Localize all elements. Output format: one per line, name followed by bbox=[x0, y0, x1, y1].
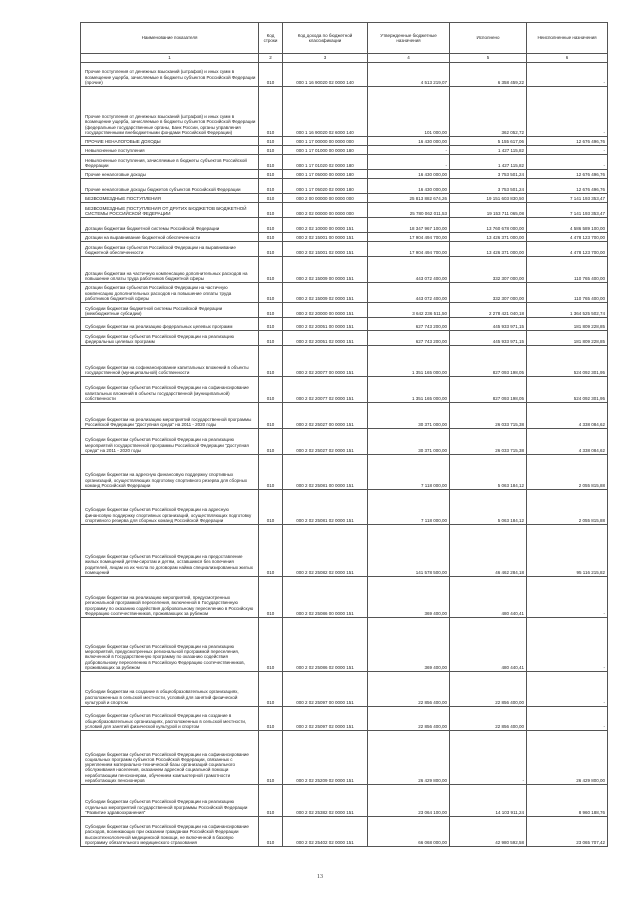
cell-name: Субсидии бюджетам субъектов Российской Федерации на создание в общеобразовательных организациях, расположенных в сельской местности, условий для занятий физической культурой и спортом bbox=[81, 707, 259, 731]
cell-code: 000 1 17 01020 02 0000 180 bbox=[283, 155, 368, 170]
cell-name: Прочие поступления от денежных взысканий (штрафов) и иных сумм в возмещение ущерба, зачисляемые в бюджеты субъектов Российской Федерации (федеральные государственные органы, Банк России, органы управления государственными внебюджетными фондами Российской Федерации) bbox=[81, 87, 259, 137]
cell-code: 000 2 02 20077 00 0000 151 bbox=[283, 346, 368, 377]
cell-approved: 17 904 494 700,00 bbox=[368, 233, 450, 242]
header-cell: Исполнено bbox=[450, 23, 527, 54]
cell-executed: 46 462 284,18 bbox=[450, 525, 527, 577]
cell-name: Субсидии бюджетам субъектов Российской Федерации на реализацию отдельных мероприятий государственной программы Российской Федерации "Развитие здравоохранения" bbox=[81, 785, 259, 817]
table-row bbox=[81, 817, 608, 847]
cell-name: Дотации бюджетам бюджетной системы Российской Федерации bbox=[81, 218, 259, 233]
table-row bbox=[81, 731, 608, 785]
cell-executed: 480 440,41 bbox=[450, 618, 527, 672]
cell-line: 010 bbox=[259, 403, 283, 429]
table-body bbox=[81, 63, 608, 847]
cell-approved: 1 351 165 000,00 bbox=[368, 377, 450, 403]
cell-code: 000 1 16 90020 02 0000 140 bbox=[283, 63, 368, 87]
cell-code: 000 2 02 20000 00 0000 151 bbox=[283, 303, 368, 318]
cell-name: Субсидии бюджетам на реализацию мероприятий государственной программы Российской Федерации "Доступная среда" на 2011 - 2020 годы bbox=[81, 403, 259, 429]
cell-code: 000 2 02 00000 00 0000 000 bbox=[283, 203, 368, 218]
column-number: 5 bbox=[450, 54, 527, 63]
cell-line: 010 bbox=[259, 377, 283, 403]
cell-name: Субсидии бюджетам субъектов Российской Федерации на реализацию мероприятий государственной программы Российской Федерации "Доступная среда" на 2011 - 2020 годы bbox=[81, 429, 259, 455]
cell-executed: 13 760 678 000,00 bbox=[450, 218, 527, 233]
cell-unexecuted: - bbox=[527, 146, 608, 155]
table-row bbox=[81, 87, 608, 137]
table-row bbox=[81, 707, 608, 731]
table-row bbox=[81, 618, 608, 672]
cell-line: 010 bbox=[259, 318, 283, 331]
cell-approved: - bbox=[368, 146, 450, 155]
cell-name: Дотации бюджетам субъектов Российской Федерации на выравнивание бюджетной обеспеченности bbox=[81, 242, 259, 257]
cell-approved: 66 068 000,00 bbox=[368, 817, 450, 847]
cell-line: 010 bbox=[259, 490, 283, 525]
cell-unexecuted: 12 676 496,76 bbox=[527, 137, 608, 146]
cell-line: 010 bbox=[259, 707, 283, 731]
cell-code: 000 2 02 25086 00 0000 151 bbox=[283, 577, 368, 618]
cell-approved: 23 064 100,00 bbox=[368, 785, 450, 817]
cell-line: 010 bbox=[259, 346, 283, 377]
cell-code: 000 1 16 90020 02 6000 140 bbox=[283, 87, 368, 137]
table-row bbox=[81, 242, 608, 257]
cell-code: 000 2 02 25082 02 0000 151 bbox=[283, 525, 368, 577]
cell-code: 000 1 17 05000 00 0000 180 bbox=[283, 170, 368, 179]
cell-executed: 6 358 459,22 bbox=[450, 63, 527, 87]
column-number: 4 bbox=[368, 54, 450, 63]
cell-approved: 26 429 800,00 bbox=[368, 731, 450, 785]
cell-code: 000 2 02 15009 00 0000 151 bbox=[283, 257, 368, 283]
cell-executed: 5 063 184,12 bbox=[450, 455, 527, 490]
cell-code: 000 2 02 25027 02 0000 151 bbox=[283, 429, 368, 455]
report-sheet bbox=[80, 22, 607, 847]
table-row bbox=[81, 377, 608, 403]
cell-unexecuted: 95 116 215,82 bbox=[527, 525, 608, 577]
cell-unexecuted: - bbox=[527, 618, 608, 672]
cell-unexecuted: - bbox=[527, 672, 608, 707]
cell-approved: 369 400,00 bbox=[368, 577, 450, 618]
cell-name: Субсидии бюджетам на создание в общеобразовательных организациях, расположенных в сельской местности, условий для занятий физической культурой и спортом bbox=[81, 672, 259, 707]
cell-line: 010 bbox=[259, 731, 283, 785]
table-row bbox=[81, 155, 608, 170]
table-row bbox=[81, 455, 608, 490]
cell-approved: 16 430 000,00 bbox=[368, 179, 450, 194]
cell-line: 010 bbox=[259, 455, 283, 490]
cell-name: Субсидии бюджетам субъектов Российской Федерации на адресную финансовую поддержку спортивных организаций, осуществляющих подготовку спортивного резерва для сборных команд Российской Федерации bbox=[81, 490, 259, 525]
table-row bbox=[81, 179, 608, 194]
cell-unexecuted: 7 141 193 353,47 bbox=[527, 194, 608, 203]
cell-unexecuted: 12 676 496,76 bbox=[527, 179, 608, 194]
cell-code: 000 2 02 15001 02 0000 151 bbox=[283, 242, 368, 257]
cell-executed: 22 856 400,00 bbox=[450, 707, 527, 731]
cell-executed: 42 980 592,58 bbox=[450, 817, 527, 847]
cell-line: 010 bbox=[259, 194, 283, 203]
cell-executed: 332 307 000,00 bbox=[450, 257, 527, 283]
cell-executed: 827 093 198,05 bbox=[450, 346, 527, 377]
cell-name: Субсидии бюджетам на реализацию мероприятий, предусмотренных региональной программой переселения, включенной в Государственную программу по оказанию содействия добровольному переселению в Российскую Федерацию соотечественников, проживающих за рубежом bbox=[81, 577, 259, 618]
table-row bbox=[81, 346, 608, 377]
header-cell: Код дохода по бюджетной классификации bbox=[283, 23, 368, 54]
cell-approved: 7 118 000,00 bbox=[368, 490, 450, 525]
cell-approved: 16 430 000,00 bbox=[368, 137, 450, 146]
table-row bbox=[81, 303, 608, 318]
cell-line: 010 bbox=[259, 429, 283, 455]
cell-executed: 3 753 501,24 bbox=[450, 179, 527, 194]
cell-approved: - bbox=[368, 155, 450, 170]
cell-name: Невыясненные поступления, зачисляемые в бюджеты субъектов Российской Федерации bbox=[81, 155, 259, 170]
cell-unexecuted: 4 586 589 100,00 bbox=[527, 218, 608, 233]
header-cell: Код строки bbox=[259, 23, 283, 54]
cell-line: 010 bbox=[259, 331, 283, 346]
cell-code: 000 2 02 20051 00 0000 151 bbox=[283, 318, 368, 331]
cell-approved: 30 371 000,00 bbox=[368, 429, 450, 455]
table-row bbox=[81, 170, 608, 179]
table-row bbox=[81, 429, 608, 455]
cell-name: Субсидии бюджетам на реализацию федеральных целевых программ bbox=[81, 318, 259, 331]
table-row bbox=[81, 257, 608, 283]
cell-unexecuted: 4 478 123 700,00 bbox=[527, 242, 608, 257]
cell-line: 010 bbox=[259, 283, 283, 303]
cell-name: БЕЗВОЗМЕЗДНЫЕ ПОСТУПЛЕНИЯ ОТ ДРУГИХ БЮДЖЕТОВ БЮДЖЕТНОЙ СИСТЕМЫ РОССИЙСКОЙ ФЕДЕРАЦИИ bbox=[81, 203, 259, 218]
table-row bbox=[81, 194, 608, 203]
table-row bbox=[81, 490, 608, 525]
cell-executed: - bbox=[450, 731, 527, 785]
cell-line: 010 bbox=[259, 233, 283, 242]
table-row bbox=[81, 137, 608, 146]
cell-unexecuted: 2 055 815,88 bbox=[527, 490, 608, 525]
cell-approved: 18 347 967 100,00 bbox=[368, 218, 450, 233]
table-row bbox=[81, 672, 608, 707]
table-row bbox=[81, 403, 608, 429]
cell-code: 000 2 02 20077 02 0000 151 bbox=[283, 377, 368, 403]
cell-executed: 26 033 715,38 bbox=[450, 429, 527, 455]
cell-unexecuted: - bbox=[527, 63, 608, 87]
cell-unexecuted: 26 429 800,00 bbox=[527, 731, 608, 785]
table-row bbox=[81, 577, 608, 618]
page-number: 13 bbox=[317, 874, 323, 880]
cell-name: Субсидии бюджетам на софинансирование капитальных вложений в объекты государственной (муниципальной) собственности bbox=[81, 346, 259, 377]
cell-line: 010 bbox=[259, 577, 283, 618]
header-cell: Утвержденные бюджетные назначения bbox=[368, 23, 450, 54]
cell-name: Дотации бюджетам на частичную компенсацию дополнительных расходов на повышение оплаты труда работников бюджетной сферы bbox=[81, 257, 259, 283]
table-row bbox=[81, 283, 608, 303]
cell-name: Дотации на выравнивание бюджетной обеспеченности bbox=[81, 233, 259, 242]
cell-unexecuted: 4 338 084,62 bbox=[527, 429, 608, 455]
cell-line: 010 bbox=[259, 303, 283, 318]
cell-executed: 5 155 617,06 bbox=[450, 137, 527, 146]
cell-approved: 7 118 000,00 bbox=[368, 455, 450, 490]
cell-unexecuted: 181 809 228,85 bbox=[527, 318, 608, 331]
cell-line: 010 bbox=[259, 137, 283, 146]
income-report-table bbox=[80, 22, 608, 847]
cell-line: 010 bbox=[259, 785, 283, 817]
cell-unexecuted: 4 338 084,62 bbox=[527, 403, 608, 429]
cell-approved: 25 813 882 674,26 bbox=[368, 194, 450, 203]
header-cell: Неисполненные назначения bbox=[527, 23, 608, 54]
cell-approved: 101 000,00 bbox=[368, 87, 450, 137]
column-number: 6 bbox=[527, 54, 608, 63]
cell-unexecuted: 110 765 400,00 bbox=[527, 283, 608, 303]
cell-code: 000 1 17 01000 00 0000 180 bbox=[283, 146, 368, 155]
cell-name: Субсидии бюджетам субъектов Российской Федерации на софинансирование расходов, возникающих при оказании гражданам Российской Федерации высокотехнологичной медицинской помощи, не включенной в базовую программу обязательного медицинского страхования bbox=[81, 817, 259, 847]
cell-executed: 445 933 971,15 bbox=[450, 318, 527, 331]
cell-approved: 22 856 400,00 bbox=[368, 672, 450, 707]
cell-name: Субсидии бюджетам бюджетной системы Российской Федерации (межбюджетные субсидии) bbox=[81, 303, 259, 318]
cell-line: 010 bbox=[259, 672, 283, 707]
cell-code: 000 2 02 25382 02 0000 151 bbox=[283, 785, 368, 817]
cell-line: 010 bbox=[259, 87, 283, 137]
cell-unexecuted: 23 065 707,42 bbox=[527, 817, 608, 847]
cell-line: 010 bbox=[259, 218, 283, 233]
cell-code: 000 2 02 15009 02 0000 151 bbox=[283, 283, 368, 303]
cell-executed: 1 427 115,82 bbox=[450, 155, 527, 170]
cell-approved: 30 371 000,00 bbox=[368, 403, 450, 429]
cell-executed: 13 426 371 000,00 bbox=[450, 242, 527, 257]
cell-name: Субсидии бюджетам субъектов Российской Федерации на софинансирование социальных программ субъектов Российской Федерации, связанных с укреплением материально-технической базы организаций социального обслуживания населения, оказанием адресной социальной помощи неработающим пенсионерам, обучением компьютерной грамотности неработающих пенсионеров bbox=[81, 731, 259, 785]
cell-name: Субсидии бюджетам субъектов Российской Федерации на реализацию мероприятий, предусмотренных региональной программой переселения, включенной в Государственную программу по оказанию содействия добровольному переселению в Российскую Федерацию соотечественников, проживающих за рубежом bbox=[81, 618, 259, 672]
cell-line: 010 bbox=[259, 242, 283, 257]
cell-executed: 26 033 715,38 bbox=[450, 403, 527, 429]
cell-unexecuted: 524 092 301,95 bbox=[527, 377, 608, 403]
cell-name: Субсидии бюджетам на адресную финансовую поддержку спортивных организаций, осуществляющих подготовку спортивного резерва для сборных команд Российской Федерации bbox=[81, 455, 259, 490]
cell-executed: 13 426 371 000,00 bbox=[450, 233, 527, 242]
cell-code: 000 2 02 25081 02 0000 151 bbox=[283, 490, 368, 525]
cell-unexecuted: 181 809 228,85 bbox=[527, 331, 608, 346]
cell-code: 000 2 02 25086 02 0000 151 bbox=[283, 618, 368, 672]
cell-code: 000 2 02 20051 02 0000 151 bbox=[283, 331, 368, 346]
table-row bbox=[81, 318, 608, 331]
cell-code: 000 2 02 15001 00 0000 151 bbox=[283, 233, 368, 242]
table-row bbox=[81, 331, 608, 346]
cell-approved: 443 072 400,00 bbox=[368, 257, 450, 283]
cell-code: 000 2 02 25402 02 0000 151 bbox=[283, 817, 368, 847]
cell-unexecuted: 524 092 301,95 bbox=[527, 346, 608, 377]
cell-executed: 827 093 198,05 bbox=[450, 377, 527, 403]
cell-line: 010 bbox=[259, 63, 283, 87]
column-number: 3 bbox=[283, 54, 368, 63]
column-number: 2 bbox=[259, 54, 283, 63]
header-cell: Наименование показателя bbox=[81, 23, 259, 54]
cell-unexecuted: 12 676 496,76 bbox=[527, 170, 608, 179]
cell-code: 000 2 02 10000 00 0000 151 bbox=[283, 218, 368, 233]
cell-approved: 22 856 400,00 bbox=[368, 707, 450, 731]
cell-executed: 19 153 711 065,08 bbox=[450, 203, 527, 218]
cell-code: 000 2 02 25097 02 0000 151 bbox=[283, 707, 368, 731]
cell-approved: 141 578 500,00 bbox=[368, 525, 450, 577]
cell-code: 000 1 17 00000 00 0000 000 bbox=[283, 137, 368, 146]
cell-approved: 627 743 200,00 bbox=[368, 331, 450, 346]
cell-approved: 1 351 165 000,00 bbox=[368, 346, 450, 377]
cell-line: 010 bbox=[259, 525, 283, 577]
cell-approved: 443 072 400,00 bbox=[368, 283, 450, 303]
table-row bbox=[81, 785, 608, 817]
cell-line: 010 bbox=[259, 155, 283, 170]
cell-executed: 1 427 115,82 bbox=[450, 146, 527, 155]
cell-name: Прочие неналоговые доходы бюджетов субъектов Российской Федерации bbox=[81, 179, 259, 194]
cell-executed: 362 052,72 bbox=[450, 87, 527, 137]
cell-approved: 627 743 200,00 bbox=[368, 318, 450, 331]
cell-line: 010 bbox=[259, 257, 283, 283]
cell-line: 010 bbox=[259, 179, 283, 194]
cell-name: Субсидии бюджетам субъектов Российской Федерации на реализацию федеральных целевых программ bbox=[81, 331, 259, 346]
table-row bbox=[81, 525, 608, 577]
cell-name: БЕЗВОЗМЕЗДНЫЕ ПОСТУПЛЕНИЯ bbox=[81, 194, 259, 203]
cell-line: 010 bbox=[259, 618, 283, 672]
cell-unexecuted: - bbox=[527, 155, 608, 170]
cell-unexecuted: - bbox=[527, 707, 608, 731]
cell-code: 000 2 02 25027 00 0000 151 bbox=[283, 403, 368, 429]
cell-approved: 369 400,00 bbox=[368, 618, 450, 672]
cell-name: ПРОЧИЕ НЕНАЛОГОВЫЕ ДОХОДЫ bbox=[81, 137, 259, 146]
cell-code: 000 2 02 25097 00 0000 151 bbox=[283, 672, 368, 707]
column-number-row bbox=[81, 54, 608, 63]
cell-approved: 17 904 494 700,00 bbox=[368, 242, 450, 257]
cell-name: Невыясненные поступления bbox=[81, 146, 259, 155]
cell-executed: 22 856 400,00 bbox=[450, 672, 527, 707]
cell-name: Прочие поступления от денежных взысканий (штрафов) и иных сумм в возмещение ущерба, зачисляемые в бюджеты субъектов Российской Федерации (прочие) bbox=[81, 63, 259, 87]
table-row bbox=[81, 233, 608, 242]
cell-approved: 16 430 000,00 bbox=[368, 170, 450, 179]
cell-name: Субсидии бюджетам субъектов Российской Федерации на предоставление жилых помещений детям-сиротам и детям, оставшимся без попечения родителей, лицам из их числа по договорам найма специализированных жилых помещений bbox=[81, 525, 259, 577]
cell-unexecuted: 1 364 525 502,74 bbox=[527, 303, 608, 318]
cell-approved: 3 642 236 511,50 bbox=[368, 303, 450, 318]
cell-line: 010 bbox=[259, 146, 283, 155]
cell-executed: 3 753 501,24 bbox=[450, 170, 527, 179]
header-row bbox=[81, 23, 608, 54]
cell-name: Субсидии бюджетам субъектов Российской Федерации на софинансирование капитальных вложений в объекты государственной (муниципальной) собственности bbox=[81, 377, 259, 403]
cell-approved: 25 780 062 011,53 bbox=[368, 203, 450, 218]
cell-code: 000 2 02 25209 02 0000 151 bbox=[283, 731, 368, 785]
cell-executed: 480 440,41 bbox=[450, 577, 527, 618]
cell-unexecuted: 4 478 123 700,00 bbox=[527, 233, 608, 242]
cell-code: 000 1 17 05020 02 0000 180 bbox=[283, 179, 368, 194]
cell-executed: 2 278 421 040,18 bbox=[450, 303, 527, 318]
cell-executed: 14 103 911,24 bbox=[450, 785, 527, 817]
column-number: 1 bbox=[81, 54, 259, 63]
cell-unexecuted: - bbox=[527, 87, 608, 137]
table-row bbox=[81, 218, 608, 233]
cell-unexecuted: 110 765 400,00 bbox=[527, 257, 608, 283]
cell-executed: 445 933 971,15 bbox=[450, 331, 527, 346]
cell-unexecuted: 7 141 193 353,47 bbox=[527, 203, 608, 218]
table-row bbox=[81, 203, 608, 218]
cell-name: Дотации бюджетам субъектов Российской Федерации на частичную компенсацию дополнительных расходов на повышение оплаты труда работников бюджетной сферы bbox=[81, 283, 259, 303]
cell-code: 000 2 00 00000 00 0000 000 bbox=[283, 194, 368, 203]
cell-line: 010 bbox=[259, 170, 283, 179]
cell-line: 010 bbox=[259, 817, 283, 847]
table-row bbox=[81, 63, 608, 87]
cell-unexecuted: 8 960 188,76 bbox=[527, 785, 608, 817]
cell-executed: 19 151 603 830,50 bbox=[450, 194, 527, 203]
cell-code: 000 2 02 25081 00 0000 151 bbox=[283, 455, 368, 490]
cell-approved: 4 513 219,07 bbox=[368, 63, 450, 87]
cell-executed: 5 063 184,12 bbox=[450, 490, 527, 525]
cell-name: Прочие неналоговые доходы bbox=[81, 170, 259, 179]
cell-line: 010 bbox=[259, 203, 283, 218]
cell-unexecuted: - bbox=[527, 577, 608, 618]
table-row bbox=[81, 146, 608, 155]
cell-executed: 332 307 000,00 bbox=[450, 283, 527, 303]
cell-unexecuted: 2 055 815,88 bbox=[527, 455, 608, 490]
